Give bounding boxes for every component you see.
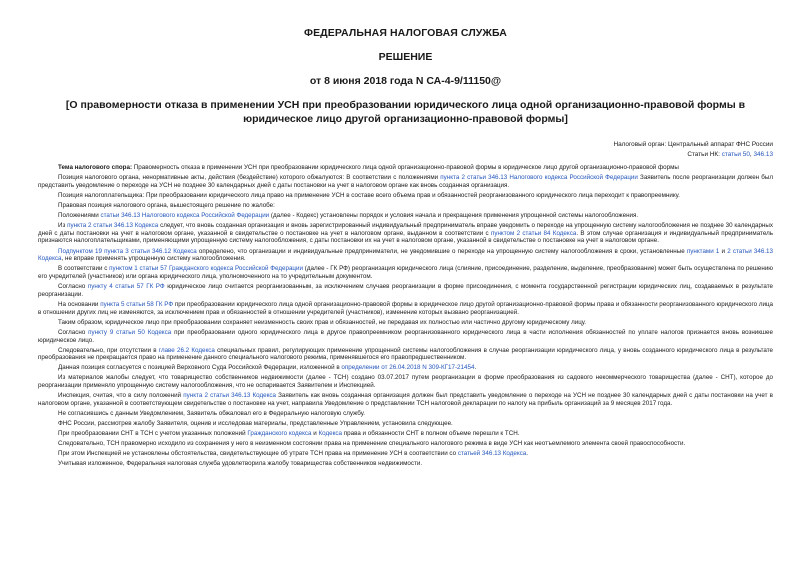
paragraph bbox=[38, 192, 773, 200]
paragraph-text: Заявитель после реорганизации должен был представить уведомление о переходе на УСН не позднее 30 календарных дней с даты постановки на учет в налоговом органе как вновь созданная организация. bbox=[38, 174, 774, 189]
legal-reference-link[interactable]: пункта 5 статьи 58 ГК РФ bbox=[100, 300, 174, 308]
paragraph bbox=[38, 202, 773, 210]
paragraph-text: при преобразовании юридического лица одной организационно-правовой формы в юридическое лицо другой организационно-правовой формы права и обязанности реорганизованного юридического лица в отношении других лиц не изменяются, за исключением прав и обязанностей в отношении учредителей (участников), изменение которых вызвано реорганизацией. bbox=[38, 300, 774, 316]
legal-reference-link[interactable]: пункта 2 статьи 346.13 Налогового кодекса Российской Федерации bbox=[440, 174, 638, 182]
paragraph bbox=[38, 392, 773, 408]
paragraph bbox=[38, 430, 773, 438]
legal-reference-link[interactable]: пунктом 2 статьи 84 Кодекса bbox=[490, 229, 577, 237]
article-link-50[interactable]: статьи 50 bbox=[721, 150, 750, 158]
legal-reference-link[interactable]: пунктами 1 bbox=[686, 247, 720, 255]
articles-prefix: Статьи НК: bbox=[687, 150, 722, 158]
paragraph bbox=[38, 265, 773, 281]
document-date-number: от 8 июня 2018 года N СА-4-9/11150@ bbox=[309, 75, 502, 87]
paragraph bbox=[38, 222, 773, 245]
paragraph-text: Согласно bbox=[58, 328, 89, 336]
legal-reference-link[interactable]: пункта 2 статьи 346.13 Кодекса bbox=[183, 392, 276, 400]
legal-reference-link[interactable]: Кодекса bbox=[318, 430, 343, 438]
legal-reference-link[interactable]: пункта 2 статьи 346.13 Кодекса bbox=[67, 221, 159, 229]
paragraph-text: права и обязанности СНТ в полном объеме перешли к ТСН. bbox=[342, 430, 520, 438]
paragraph bbox=[38, 460, 773, 468]
paragraph bbox=[38, 212, 773, 220]
document-body bbox=[38, 164, 773, 468]
paragraph-text: Следовательно, при отсутствии в bbox=[58, 346, 159, 354]
paragraph-text: Правомерность отказа в применении УСН при преобразовании юридического лица одной организационно-правовой формы в юридическое лицо другой организационно-правовой формы bbox=[132, 164, 679, 171]
paragraph bbox=[38, 283, 773, 299]
paragraph bbox=[38, 347, 773, 363]
paragraph-text: Следовательно, ТСН правомерно исходило из сохранения у него в неизменном состоянии права на применение специального налогового режима в виде УСН как неотъемлемого элемента своей правоспособности. bbox=[58, 440, 686, 448]
tax-code-articles bbox=[38, 150, 773, 160]
paragraph-text: специальных правил, регулирующих применение упрощенной системы налогообложения в случае реорганизации юридического лица, у вновь созданного юридического лица в результате преобразования не прекращается право на применение данного специального налогового режима, применявшегося его правопредшественником. bbox=[38, 346, 774, 362]
legal-reference-link[interactable]: пунктом 1 статьи 57 Гражданского кодекса Российской Федерации bbox=[109, 265, 303, 273]
legal-reference-link[interactable]: Подпунктом 19 пункта 3 статьи 346.12 Кодекса bbox=[58, 247, 197, 255]
document-meta bbox=[38, 140, 773, 159]
paragraph-text: следует, что вновь созданная организация и вновь зарегистрированный индивидуальный предприниматель вправе уведомить о переходе на упрощенную систему налогообложения не позднее 30 календарных дней с даты постановки на учет в налоговом органе, указанной в свидетельстве о постановке на учет в налоговом органе, выданном в соответствии с bbox=[38, 221, 773, 237]
paragraph-text: При преобразовании СНТ в ТСН с учетом указанных положений bbox=[58, 430, 248, 438]
paragraph-text: На основании bbox=[58, 300, 101, 308]
paragraph-text: . В этом случае организация и индивидуальный предприниматель признаются налогоплательщиками, применяющими упрощенную систему налогообложения, с даты постановки их на учет в налоговом органе, указанной в свидетельстве о постановке на учет в налоговом органе. bbox=[38, 229, 774, 245]
paragraph-text: . bbox=[526, 450, 529, 458]
paragraph bbox=[38, 164, 773, 172]
legal-reference-link[interactable]: пункту 4 статьи 57 ГК РФ bbox=[87, 283, 165, 291]
paragraph-text: (далее - ГК РФ) реорганизация юридического лица (слияние, присоединение, разделение, выделение, преобразование) может быть осуществлена по решению его учредителей (участников) или органа юридического лица, уполномоченного на то учредительным документом. bbox=[38, 265, 773, 281]
paragraph-text: Из материалов жалобы следует, что товарищество собственников недвижимости (далее - ТСН) создано 03.07.2017 путем реорганизации в форме преобразования из садового некоммерческого товарищества (далее - СНТ), которое до реорганизации применяло упрощенную систему налогообложения, что не оспаривается Заявителем и Инспекцией. bbox=[38, 374, 773, 390]
paragraph-text: (далее - Кодекс) установлены порядок и условия начала и прекращения применения упрощенной системы налогообложения. bbox=[269, 211, 639, 219]
legal-reference-link[interactable]: Гражданского кодекса bbox=[247, 430, 312, 438]
paragraph-text: Позиция налогоплательщика: При преобразовании юридического лица право на применение УСН в составе всего объема прав и обязанностей реорганизованного юридического лица переходит к правопреемнику. bbox=[58, 191, 680, 199]
paragraph-text: Правовая позиция налогового органа, вышестоящего решение по жалобе: bbox=[58, 201, 275, 209]
paragraph-text: Согласно bbox=[58, 283, 88, 291]
articles-separator: , bbox=[749, 150, 754, 158]
paragraph-text: Положениями bbox=[58, 211, 101, 219]
paragraph-text: ФНС России, рассмотрев жалобу Заявителя, оценив и исследовав материалы, представленные Управлением, установила следующее. bbox=[58, 420, 453, 428]
paragraph-text: При этом Инспекцией не установлены обстоятельства, свидетельствующие об утрате ТСН права на применение УСН в соответствии со bbox=[58, 450, 458, 458]
paragraph-text: и bbox=[311, 430, 319, 438]
paragraph-text: Из bbox=[58, 221, 68, 229]
paragraph-text: . bbox=[474, 364, 477, 372]
paragraph bbox=[38, 440, 773, 448]
paragraph-text: Таким образом, юридическое лицо при преобразовании сохраняет неизменность своих прав и обязанностей, не передавая их полностью или частично другому юридическому лицу. bbox=[58, 318, 587, 326]
legal-reference-link[interactable]: главе 26.2 Кодекса bbox=[158, 346, 215, 354]
paragraph bbox=[38, 410, 773, 418]
paragraph-text: Не согласившись с данным Уведомлением, Заявитель обжаловал его в Федеральную налоговую службу. bbox=[58, 410, 365, 417]
legal-reference-link[interactable]: определении от 26.04.2018 N 309-КГ17-21454 bbox=[341, 364, 475, 372]
paragraph-text: Инспекция, считая, что в силу положений bbox=[58, 392, 184, 400]
legal-reference-link[interactable]: статьей 346.13 Кодекса bbox=[457, 450, 527, 458]
document-type: РЕШЕНИЕ bbox=[378, 51, 433, 63]
paragraph-text: при преобразовании одного юридического лица в другое правопреемником реорганизованного юридического лица в части исполнения обязанностей по уплате налогов признается вновь возникшее юридическое лицо. bbox=[38, 328, 774, 344]
dispute-topic-label: Тема налогового спора: bbox=[58, 164, 133, 171]
paragraph-text: Позиция налогового органа, ненормативные акты, действия (бездействие) которого обжалуются: В соответствии с положениями bbox=[58, 174, 441, 182]
paragraph-text: Данная позиция согласуется с позицией Верховного Суда Российской Федерации, изложенной в bbox=[58, 364, 342, 372]
legal-reference-link[interactable]: пункту 9 статьи 50 Кодекса bbox=[88, 328, 172, 336]
document-subject: [О правомерности отказа в применении УСН при преобразовании юридического лица одной организационно-правовой формы в юридическое лицо другой организационно-правовой формы] bbox=[65, 99, 746, 125]
paragraph-text: , не вправе применять упрощенную систему налогообложения. bbox=[61, 255, 246, 263]
paragraph bbox=[38, 329, 773, 345]
paragraph bbox=[38, 174, 773, 190]
paragraph bbox=[38, 420, 773, 428]
paragraph bbox=[38, 248, 773, 264]
paragraph-text: Учитывая изложенное, Федеральная налоговая служба удовлетворила жалобу товарищества собственников недвижимости. bbox=[58, 460, 423, 468]
paragraph-text: юридическое лицо считается реорганизованным, за исключением случаев реорганизации в форме присоединения, с момента государственной регистрации юридических лиц, создаваемых в результате реорганизации. bbox=[38, 283, 773, 298]
legal-reference-link[interactable]: 2 статьи 346.13 Кодекса bbox=[38, 247, 773, 263]
paragraph bbox=[38, 319, 773, 327]
paragraph-text: Заявитель как вновь созданная организация должен был представить уведомление о переходе на УСН не позднее 30 календарных дней с даты постановки на учет в налоговом органе, указанной в соответствующем свидетельстве о постановке на учет, направила Уведомление о представлении ТСН налоговой декларации по налогу на прибыль организаций за 9 месяцев 2017 года. bbox=[38, 392, 773, 407]
paragraph bbox=[38, 374, 773, 390]
paragraph bbox=[38, 301, 773, 317]
agency-title: ФЕДЕРАЛЬНАЯ НАЛОГОВАЯ СЛУЖБА bbox=[304, 27, 507, 39]
tax-authority: Налоговый орган: Центральный аппарат ФНС России bbox=[613, 141, 773, 148]
paragraph-text: и bbox=[719, 247, 728, 255]
paragraph bbox=[38, 364, 773, 372]
paragraph bbox=[38, 450, 773, 458]
article-link-346-13[interactable]: 346.13 bbox=[753, 150, 773, 158]
legal-reference-link[interactable]: статьи 346.13 Налогового кодекса Российской Федерации bbox=[100, 211, 270, 219]
paragraph-text: В соответствии с bbox=[58, 265, 110, 273]
paragraph-text: определено, что организации и индивидуальные предприниматели, не уведомившие о переходе на упрощенную систему налогообложения в сроки, установленные bbox=[196, 247, 687, 255]
